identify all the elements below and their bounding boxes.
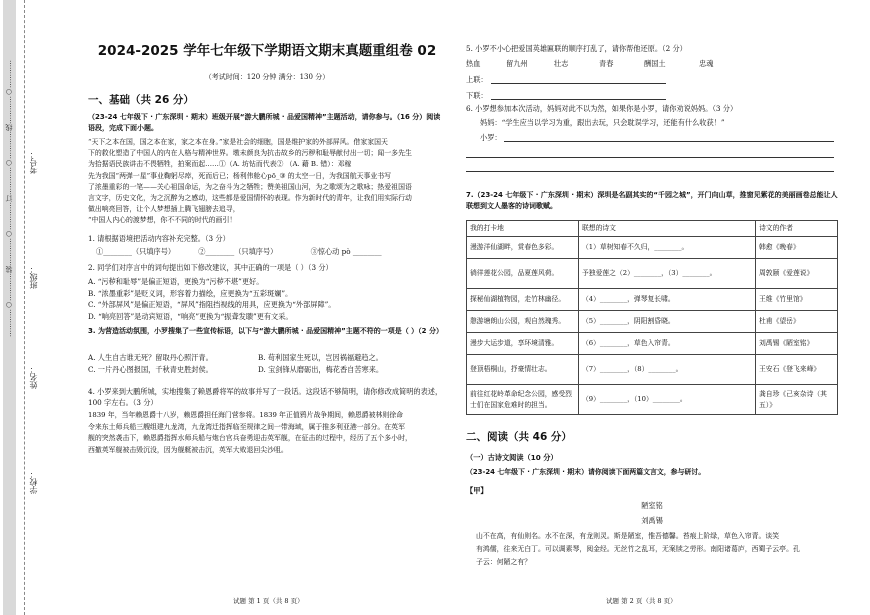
passage-line: 先为我国“两弹一星”事业鞠躬尽瘁，死而后已；杨利伟舱心pō_③ 的太空一日，为我国航天事业书写 — [88, 171, 392, 180]
exam-info: （考试时间：120 分钟 满分：130 分） — [204, 73, 330, 81]
q4-line: 1839 年，当年赖恩爵十八岁，赖恩爵担任海门营参将。1839 年正值鸦片战争期间，赖恩爵被林则徐命 — [88, 411, 404, 419]
table-row — [467, 333, 838, 355]
checkin-place-cell: 徜徉莲花公园，品夏莲风荷。 — [467, 259, 579, 289]
poem-line-cell[interactable]: （6）________，草色入帘青。 — [579, 333, 756, 355]
lower-couplet-line[interactable] — [491, 99, 666, 100]
answer-line[interactable] — [504, 141, 834, 142]
option-b[interactable]: B. 苟利国家生死以，岂因祸福避趋之。 — [258, 353, 383, 362]
section-1-intro: （23-24 七年级下 · 广东深圳 · 期末）班级开展“游大鹏所城 · 品爱国精神”主题活动，请你参与。（16 分）阅读语段，完成下面小题。 — [88, 113, 441, 132]
poem-author-cell: 刘禹锡《陋室铭》 — [756, 333, 838, 355]
word-chip: 忠魂 — [699, 59, 714, 68]
subsection-1-heading: （一）古诗文阅读（10 分） — [466, 453, 558, 462]
passage-line: 了浓墨重彩的一笔——关心祖国命运，为之奋斗为之牺牲；赞美祖国山河，为之歌颂为之歌咏；热爱祖国语 — [88, 182, 412, 191]
q4-line: 西撤英军舰被击毁沉没，因为舰艇被击沉，英军大败退回尖沙咀。 — [88, 445, 288, 454]
poem-line-cell[interactable]: （1）草树知春不久归，________。 — [579, 237, 756, 259]
table-row — [467, 311, 838, 333]
poetry-table — [466, 220, 838, 415]
question-6-mom: 妈妈：“学生应当以学习为重，跟出去玩，只会耽误学习，还能有什么收获！” — [480, 118, 725, 127]
binding-gutter — [0, 0, 40, 615]
blank-3[interactable]: ③惊心动 pò ________ — [310, 247, 382, 256]
word-chip: 壮志 — [554, 59, 569, 68]
section-2-heading: 二、阅读（共 46 分） — [466, 431, 572, 443]
table-row — [467, 355, 838, 385]
school-field[interactable]: 学校： — [29, 470, 38, 494]
poem-author-cell: 龚自珍《己亥杂诗（其五）》 — [756, 385, 838, 415]
reading-passage — [88, 137, 446, 227]
blank-2[interactable]: ②________（只填序号） — [198, 247, 278, 256]
question-2-options — [88, 276, 446, 322]
seal-line-text: …………○…………装…………○…………订…………○…………线…………○………… — [5, 60, 13, 337]
table-row — [467, 237, 838, 259]
option-a[interactable]: A. 人生自古谁无死？留取丹心照汗青。 — [88, 353, 213, 362]
table-header: 诗文的作者 — [756, 221, 838, 237]
checkin-place-cell: 漫步大运步道，享环境清雅。 — [467, 333, 579, 355]
option-d[interactable]: D. 宝剑锋从磨砺出，梅花香自苦寒来。 — [258, 365, 384, 374]
poem-line-cell[interactable]: （4）________，弹琴复长啸。 — [579, 289, 756, 311]
passage-line: “中国人内心的渡梦想，你不不同的时代的画引！ — [88, 216, 237, 225]
option-c[interactable]: C. “外部屏风”是偏正短语，“屏风”指阻挡视线的用具，应更换为“外部屏障”。 — [88, 300, 336, 309]
question-5: 5. 小罗不小心把爱国英雄匾联的顺序打乱了，请你帮他还原。（2 分） — [466, 44, 687, 53]
passage-line: 下的救化塑造了中国人的内在人格与精神世界。墩未颜良为抗击故乡的污秽和耻辱献付出一切；闻一多先生 — [88, 149, 412, 158]
q4-line: 令来东土师兵船三艘组建九龙湾，九龙湾迁指挥临至规律之间一带海域，属于推多利亚港一部分。在英军 — [88, 422, 405, 431]
name-field[interactable]: 姓名： — [29, 365, 38, 389]
poem-author-cell: 周敦颐《爱莲说》 — [756, 259, 838, 289]
question-6: 6. 小罗想参加本次活动，妈妈对此不以为然，如果你是小罗，请你劝说妈妈。（3 分） — [466, 104, 738, 113]
question-5-words — [466, 58, 838, 69]
section-1-heading: 一、基础（共 26 分） — [88, 94, 194, 106]
page-title: 2024-2025 学年七年级下学期语文期末真题重组卷 02 — [97, 43, 437, 59]
cut-line — [24, 0, 26, 615]
checkin-place-cell: 登顶梧桐山，抒豪情壮志。 — [467, 355, 579, 385]
poem-author-cell: 杜甫《望岳》 — [756, 311, 838, 333]
poem-author-cell: 韩愈《晚春》 — [756, 237, 838, 259]
exam-number-field[interactable]: 考号： — [29, 150, 38, 174]
poem-text — [466, 530, 838, 569]
word-chip: 留九州 — [506, 59, 528, 68]
poem-line: 有鸿儒，往来无白丁。可以调素琴，阅金经。无丝竹之乱耳，无案牍之劳形。南阳诸葛庐，西蜀子云亭。孔 — [476, 545, 800, 553]
checkin-place-cell: 漫游洋仙湖畔，赏春色多彩。 — [467, 237, 579, 259]
passage-line: 做出响亮回答，让个人梦想插上腾飞翅膀去追寻， — [88, 205, 240, 214]
checkin-place-cell: 憩游塘朗山公园，观自然瑰秀。 — [467, 311, 579, 333]
poem-title: 陋室铭 — [641, 501, 663, 510]
question-1: 1. 请根据语境把活动内容补充完整。（3 分） — [88, 234, 230, 243]
answer-line[interactable] — [466, 171, 834, 172]
table-header: 我的打卡地 — [467, 221, 579, 237]
table-header-row — [467, 221, 838, 237]
passage-jia-label: 【甲】 — [466, 486, 488, 495]
option-b[interactable]: B. “浓墨重彩”是贬义词，形容着力描绘，应更换为“五彩斑斓”。 — [88, 288, 293, 298]
blank-1[interactable]: ①________（只填序号） — [96, 247, 176, 256]
option-c[interactable]: C. 一片丹心图报国，千秋青史胜封侯。 — [88, 365, 213, 374]
question-4-text — [88, 410, 446, 456]
question-6-answer-label: 小罗： — [480, 133, 502, 142]
passage-line: 为拾据语民族讲击不畏牺牲，拍案而起……①（A. 坊钻而代表② （A. 藉 B. 错）：邓稼 — [88, 160, 352, 169]
poem-author-cell: 王安石《登飞来峰》 — [756, 355, 838, 385]
table-header: 联想的诗文 — [579, 221, 756, 237]
poem-author: 刘禹锡 — [641, 516, 663, 525]
poetry-table-wrap — [466, 220, 838, 415]
answer-line[interactable] — [466, 157, 834, 158]
lower-couplet-label: 下联： — [466, 91, 488, 100]
page-footer: 试题 第 1 页（共 8 页） — [233, 597, 304, 605]
poem-line-cell[interactable]: 予独爱莲之（2）________，（3）________。 — [579, 259, 756, 289]
subsection-1-intro: （23-24 七年级下 · 广东深圳 · 期末）请你阅读下面两篇文言文，参与研讨。 — [466, 468, 706, 476]
question-3: 3. 为营造活动氛围，小罗搜集了一些宣传标语，以下与“游大鹏所城 · 品爱国精神”主题不符的一项是（ ）（2 分） — [88, 327, 443, 335]
class-field[interactable]: 班级： — [29, 265, 38, 289]
poem-line-cell[interactable]: （9）________，（10）________。 — [579, 385, 756, 415]
page-footer: 试题 第 2 页（共 8 页） — [606, 597, 677, 605]
left-page — [88, 0, 446, 615]
table-row — [467, 289, 838, 311]
upper-couplet-line[interactable] — [491, 83, 666, 84]
option-d[interactable]: D. “响亮回答”是动宾短语，“响亮”更换为“振聋发聩”更有文采。 — [88, 311, 293, 321]
poem-line: 子云：何陋之有？ — [476, 558, 532, 566]
checkin-place-cell: 探秘仙湖植物园，走竹林幽径。 — [467, 289, 579, 311]
question-1-blanks — [88, 246, 454, 257]
checkin-place-cell: 前往红花岭革命纪念公园，感受烈士们在国家危难时的担当。 — [467, 385, 579, 415]
passage-line: “天下之本在国，国之本在家，家之本在身。”家是社会的细胞，国是维护家的外部屏风。借家家国天 — [88, 138, 388, 146]
table-row — [467, 259, 838, 289]
poem-line: 山不在高，有仙则名。水不在深，有龙则灵。斯是陋室，惟吾德馨。苔痕上阶绿，草色入帘青。谈笑 — [476, 532, 780, 540]
question-3-options — [88, 352, 446, 376]
question-4: 4. 小罗来到大鹏所城，实地搜集了赖恩爵将军的故事并写了一段话。这段话不够简明，请你修改成简明的表述，100 字左右。（3 分） — [88, 387, 443, 407]
question-7: 7.（23-24 七年级下 · 广东深圳 · 期末）深圳是名副其实的“千园之城”，开门向山草，推窗见紫花的美丽画卷总能让人联想到文人墨客的诗词歌赋。 — [466, 191, 838, 210]
word-chip: 热血 — [466, 59, 481, 68]
poem-line-cell[interactable]: （7）________，（8）________。 — [579, 355, 756, 385]
right-page — [466, 0, 838, 615]
word-chip: 青春 — [599, 59, 614, 68]
passage-line: 言文字，历史文化，为之沉醉为之感动，这些都是爱国情怀的表现。作为新时代的青年，让我们用实际行动 — [88, 194, 412, 203]
option-a[interactable]: A. “污秽和耻辱”是偏正短语，更换为“污秽不堪”更好。 — [88, 277, 264, 286]
word-chip: 酬国土 — [644, 59, 666, 68]
upper-couplet-label: 上联： — [466, 75, 488, 84]
poem-author-cell: 王维《竹里馆》 — [756, 289, 838, 311]
question-2: 2. 同学们对序言中的词句提出如下修改建议，其中正确的一项是（ ）（3 分） — [88, 263, 333, 272]
table-row — [467, 385, 838, 415]
poem-line-cell[interactable]: （5）________，阴阳割昏晓。 — [579, 311, 756, 333]
q4-line: 舰的突然袭击下，赖恩爵指挥水师兵船与炮台官兵奋勇迎击英军舰，在征击的过程中，经历了五个多小时， — [88, 434, 412, 442]
